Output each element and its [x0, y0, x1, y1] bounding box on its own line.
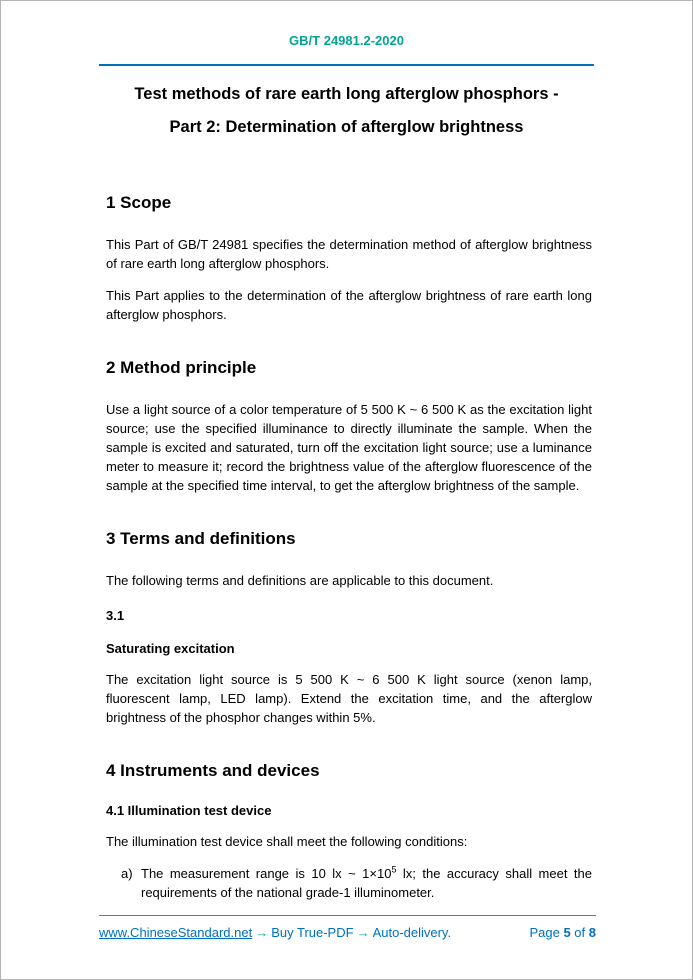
paragraph-terms-2: The excitation light source is 5 500 K ~ 6 500 K light source (xenon lamp, fluorescent lamp, LED lamp). Extend the excitation time, and the afterglow brightness of the phosphor changes within 5%.: [106, 672, 592, 725]
superscript: 5: [391, 864, 397, 875]
list-item-a: [106, 864, 592, 902]
footer-divider: [99, 915, 596, 916]
page-label: Page: [529, 925, 560, 940]
paragraph-terms-1: The following terms and definitions are applicable to this document.: [106, 573, 494, 588]
doc-title: [71, 84, 622, 137]
document-body: [106, 193, 592, 902]
page-number: 5: [563, 925, 571, 940]
header-divider: [99, 64, 594, 66]
paragraph-scope-2: This Part applies to the determination of the afterglow brightness of rare earth long afterglow phosphors.: [106, 288, 592, 322]
term-title: Saturating excitation: [106, 641, 235, 656]
footer-buy-text: Buy True-PDF: [271, 925, 354, 940]
footer-row: [99, 925, 596, 940]
section-heading-method: 2 Method principle: [106, 358, 257, 377]
section-heading-scope: 1 Scope: [106, 193, 172, 212]
list-item-a-text: [141, 866, 592, 900]
doc-title-line1: Test methods of rare earth long afterglow phosphors -: [134, 85, 559, 103]
list-text-part2: lx; the accuracy shall meet the requirements of the national grade-1 illuminometer.: [141, 866, 592, 900]
doc-title-line2: Part 2: Determination of afterglow brightness: [169, 118, 524, 136]
subsection-heading-illumination: 4.1 Illumination test device: [106, 803, 272, 818]
paragraph-method-1: Use a light source of a color temperature of 5 500 K ~ 6 500 K as the excitation light source; use the specified illuminance to directly illuminate the sample. When the sample is excited and saturated, turn off the excitation light source; use a luminance meter to measure it; record the brightness value of the afterglow fluorescence of the sample at the specified time interval, to get the afterglow brightness of the sample.: [106, 402, 592, 493]
section-heading-terms: 3 Terms and definitions: [106, 529, 296, 548]
section-heading-instruments: 4 Instruments and devices: [106, 761, 320, 780]
page-footer: [99, 915, 596, 940]
list-text-part1: The measurement range is 10 lx ~ 1×10: [141, 866, 392, 881]
total-pages: 8: [588, 925, 596, 940]
arrow-right-icon: →: [255, 925, 269, 940]
footer-link[interactable]: www.ChineseStandard.net: [99, 925, 253, 940]
list-item-a-marker: a): [121, 866, 133, 881]
arrow-right-icon: →: [356, 925, 370, 940]
doc-number: GB/T 24981.2-2020: [289, 33, 404, 48]
paragraph-scope-1: This Part of GB/T 24981 specifies the determination method of afterglow brightness of rare earth long afterglow phosphors.: [106, 237, 592, 271]
paragraph-instruments-1: The illumination test device shall meet the following conditions:: [106, 834, 468, 849]
footer-delivery-text: Auto-delivery.: [372, 925, 452, 940]
footer-branding: [99, 925, 451, 940]
of-label: of: [574, 925, 586, 940]
term-number: 3.1: [106, 608, 125, 623]
page-indicator: [529, 925, 596, 940]
